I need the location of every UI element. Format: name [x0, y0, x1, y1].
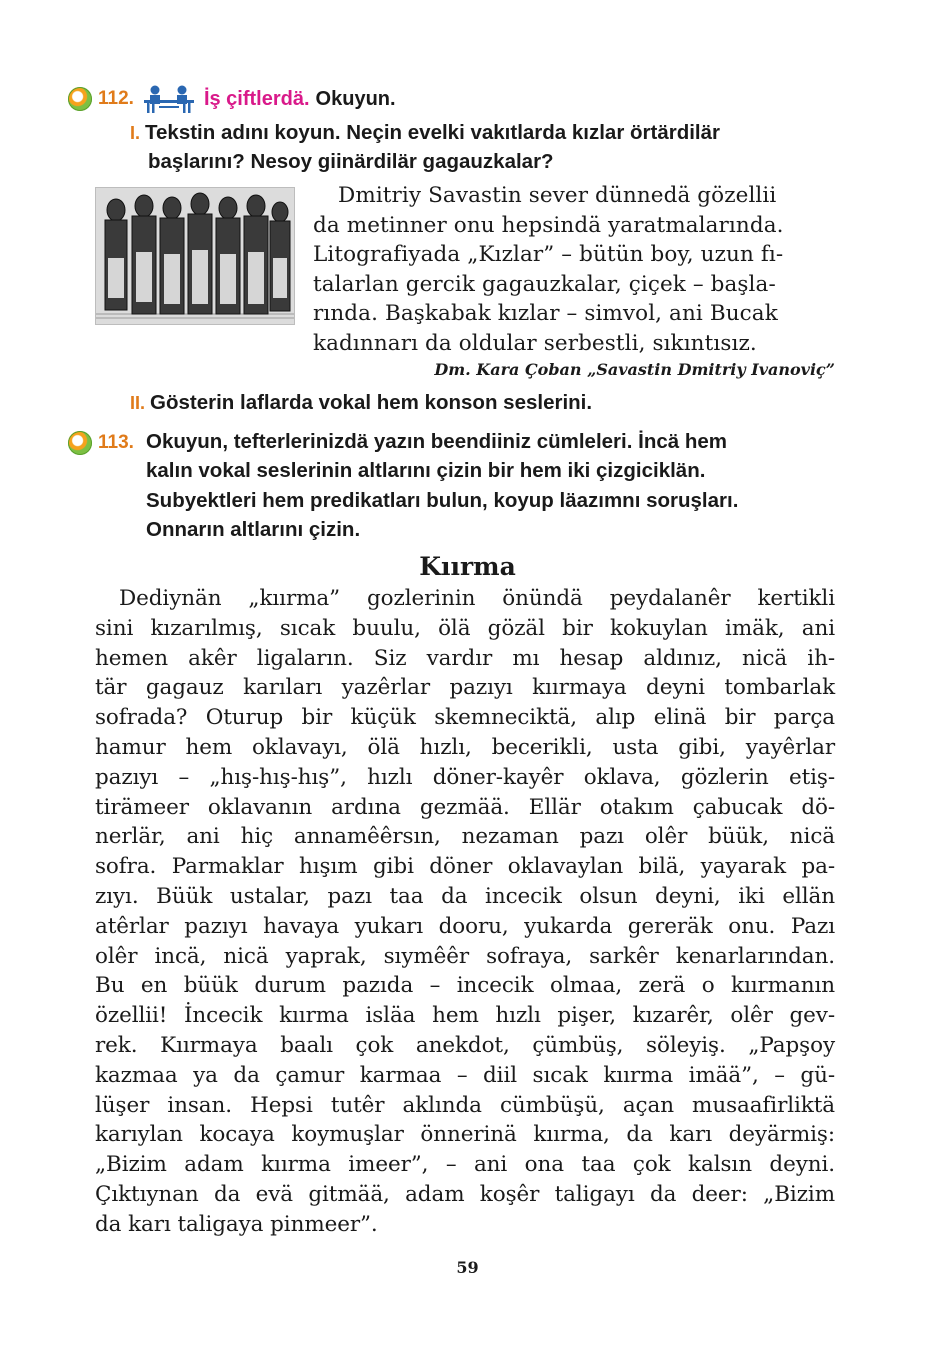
story-line: Bu en büük durum pazıda – incecik olmaa, zerä o kıırmanın	[95, 973, 835, 999]
story-line: lüşer insan. Hepsi tutêr aklında cümbüşü, açan musaafirliktä	[95, 1092, 835, 1118]
task-1-label: I.	[130, 123, 141, 143]
story-paragraph	[95, 584, 835, 1240]
exercise-bullet-icon	[68, 87, 92, 111]
story-line: tär gagauz karıları yazêrlar pazıyı kıırmaya deyni tombarlak	[95, 675, 835, 701]
exercise-112-header	[68, 84, 396, 114]
passage-line: rında. Başkabak kızlar – simvol, ani Bucak	[313, 301, 778, 326]
story-line: atêrlar pazıyı havaya yukarı dooru, yukarda gereräk onu. Pazı	[95, 913, 835, 939]
citation: Dm. Kara Çoban „Savastin Dmitriy Ivanoviç”	[434, 360, 835, 379]
girls-lithograph-image	[96, 188, 294, 324]
story-line: nerlär, ani hiç annamêêrsın, nezaman pazı olêr büük, nicä	[95, 824, 835, 850]
task-1-line-1	[130, 121, 720, 145]
exercise-instruction: Okuyun.	[315, 87, 396, 110]
story-line: hamur hem oklavayı, ölä hızlı, becerikli, usta gibi, yayêrlar	[95, 734, 835, 760]
task-1-line-2: başlarını? Nesoy giinärdilär gagauzkalar?	[148, 150, 554, 173]
passage-line: Dmitriy Savastin sever dünnedä gözellii	[338, 183, 777, 208]
story-line: Dediynän „kıırma” gozlerinin önündä peydalanêr kertikli	[119, 586, 835, 611]
passage-line: talarlan gercik gagauzkalar, çiçek – başla-	[313, 272, 776, 297]
story-title: Kıırma	[419, 552, 516, 581]
passage-line: kadınnarı da oldular serbestli, sıkıntısız.	[313, 331, 757, 356]
exercise-number: 112.	[98, 88, 134, 109]
task-2-line	[130, 391, 592, 415]
story-line: özellii! İncecik kıırma isläа hem hızlı pişer, kızarêr, olêr gev-	[95, 1003, 835, 1029]
task-2-text: Gösterin laflarda vokal hem konson seslerini.	[150, 391, 593, 414]
story-line: hemen akêr ligaların. Siz vardır mı hesap aldınız, nicä ih-	[95, 645, 835, 671]
exercise-number: 113.	[98, 432, 134, 453]
story-line: sini kızarılmış, sıcak buulu, ölä gözäl bir kokuylan imäk, ani	[95, 615, 835, 641]
exercise-113-line: kalın vokal seslerinin altlarını çizin bir hem iki çizgiciklän.	[146, 459, 706, 482]
story-line: rek. Kıırmaya baalı çok anekdot, çümbüş, söleyiş. „Papşoy	[95, 1032, 835, 1058]
task-2-label: II.	[130, 393, 146, 413]
exercise-113-header	[68, 428, 134, 458]
story-line: pazıyı – „hış-hış-hış”, hızlı döner-kayêr oklava, gözlerin etiş-	[95, 764, 835, 790]
exercise-113-line: Subyektleri hem predikatları bulun, koyup läazımnı soruşları.	[146, 489, 739, 512]
story-line: zıyı. Büük ustalar, pazı taa da incecik olsun deyni, iki ellän	[95, 883, 835, 909]
exercise-113-line: Onnarın altlarını çizin.	[146, 518, 361, 541]
story-line: sofra. Parmaklar hışım gibi döner oklavaylan bilä, yayarak pa-	[95, 854, 835, 880]
story-line: karıylan kocaya koymuşlar önnerinä kıırma, da karı deyärmiş:	[95, 1122, 835, 1148]
story-line: da karı taligaya pinmeer”.	[95, 1211, 378, 1237]
task-1-text: Tekstin adını koyun. Neçin evelki vakıtlarda kızlar örtärdilär	[145, 121, 720, 144]
exercise-mode-label: İş çiftlerdä.	[203, 87, 310, 110]
lithograph-illustration	[95, 187, 295, 325]
passage-line: Litografiyada „Kızlar” – bütün boy, uzun fı-	[313, 242, 784, 267]
story-line: Çıktıynan da evä gitmää, adam koşêr taligayı da deer: „Bizim	[95, 1181, 835, 1207]
page-number: 59	[456, 1258, 479, 1277]
story-line: olêr incä, nicä yaprak, sıymêêr sofraya, sarkêr kenarlarından.	[95, 943, 835, 969]
story-line: tirämeer oklavanın ardına gezmää. Ellär otakım çabucak dö-	[95, 794, 835, 820]
story-line: sofrada? Oturup bir küçük skemneciktä, alıp elinä bir parça	[95, 705, 835, 731]
pair-work-icon	[140, 84, 198, 114]
passage-line: da metinner onu hepsindä yaratmalarında.	[313, 213, 784, 238]
exercise-bullet-icon	[68, 431, 92, 455]
exercise-113-line: Okuyun, tefterlerinizdä yazın beendiiniz cümleleri. İncä hem	[146, 430, 727, 453]
story-line: kazmaa ya da çamur karmaa – diil sıcak kıırma imää”, – gü-	[95, 1062, 835, 1088]
story-line: „Bizim adam kıırma imeer”, – ani ona taa çok kalsın deyni.	[95, 1152, 835, 1178]
